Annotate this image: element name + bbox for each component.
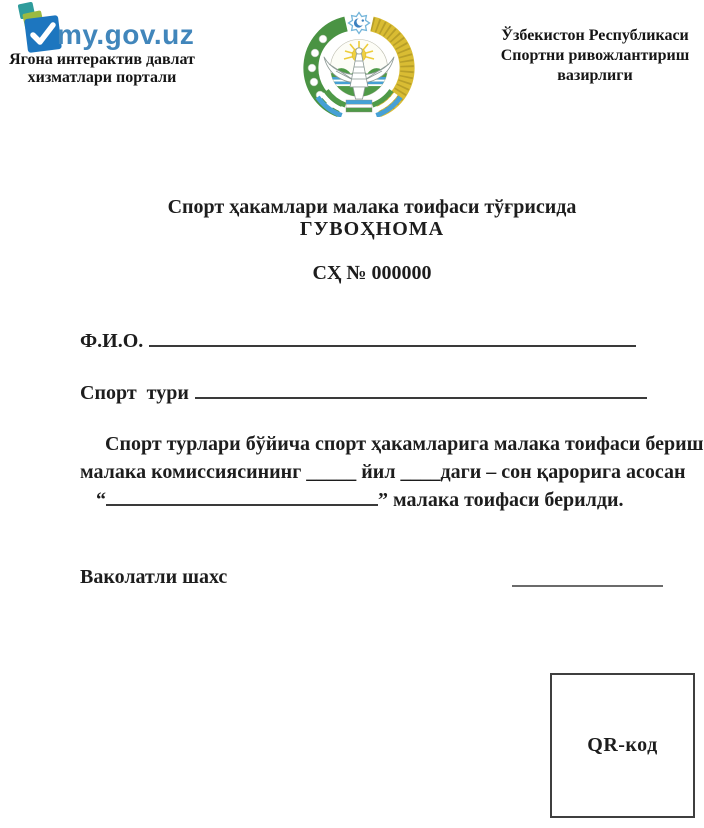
decision-text-line1: Спорт турлари бўйича спорт ҳакамларига малака тоифаси бериш — [105, 433, 704, 455]
qr-code-label: QR-код — [587, 734, 658, 756]
authorized-person-label: Ваколатли шахс — [80, 566, 228, 588]
portal-name: my.gov.uz — [57, 19, 195, 50]
portal-tagline-line1: Ягона интерактив давлат — [9, 51, 195, 68]
portal-tagline-line2: хизматлари портали — [27, 69, 177, 86]
fio-field-row — [80, 330, 636, 352]
qr-code-box — [550, 673, 695, 818]
certificate-title: ГУВОҲНОМА — [299, 218, 445, 240]
ministry-name-line3: вазирлиги — [557, 67, 633, 84]
open-quote: “ — [96, 489, 106, 511]
signature-blank-line — [512, 585, 663, 587]
fio-label: Ф.И.О. — [80, 330, 144, 352]
ministry-name-line2: Спортни ривожлантириш — [500, 47, 690, 64]
portal-tagline — [2, 51, 202, 87]
mygovuz-logo-icon — [12, 1, 62, 55]
certificate-number: СҲ № 000000 — [312, 262, 432, 284]
fio-blank-line — [149, 345, 636, 347]
uzbekistan-emblem-icon — [298, 11, 420, 117]
decision-text-line2: малака комиссиясининг _____ йил ____даги – сон қарорига асосан — [80, 461, 686, 483]
ministry-name-line1: Ўзбекистон Республикаси — [501, 27, 689, 44]
sport-type-label: Спорт тури — [80, 382, 189, 404]
certificate-subject: Спорт ҳакамлари малака тоифаси тўғрисида — [167, 196, 577, 218]
qualification-blank-line — [106, 504, 378, 506]
ministry-name — [478, 26, 704, 86]
sport-type-field-row — [80, 382, 647, 404]
sport-type-blank-line — [195, 397, 647, 399]
decision-text-line3-end: ” малака тоифаси берилди. — [378, 489, 624, 511]
decision-text-line3 — [96, 489, 624, 511]
